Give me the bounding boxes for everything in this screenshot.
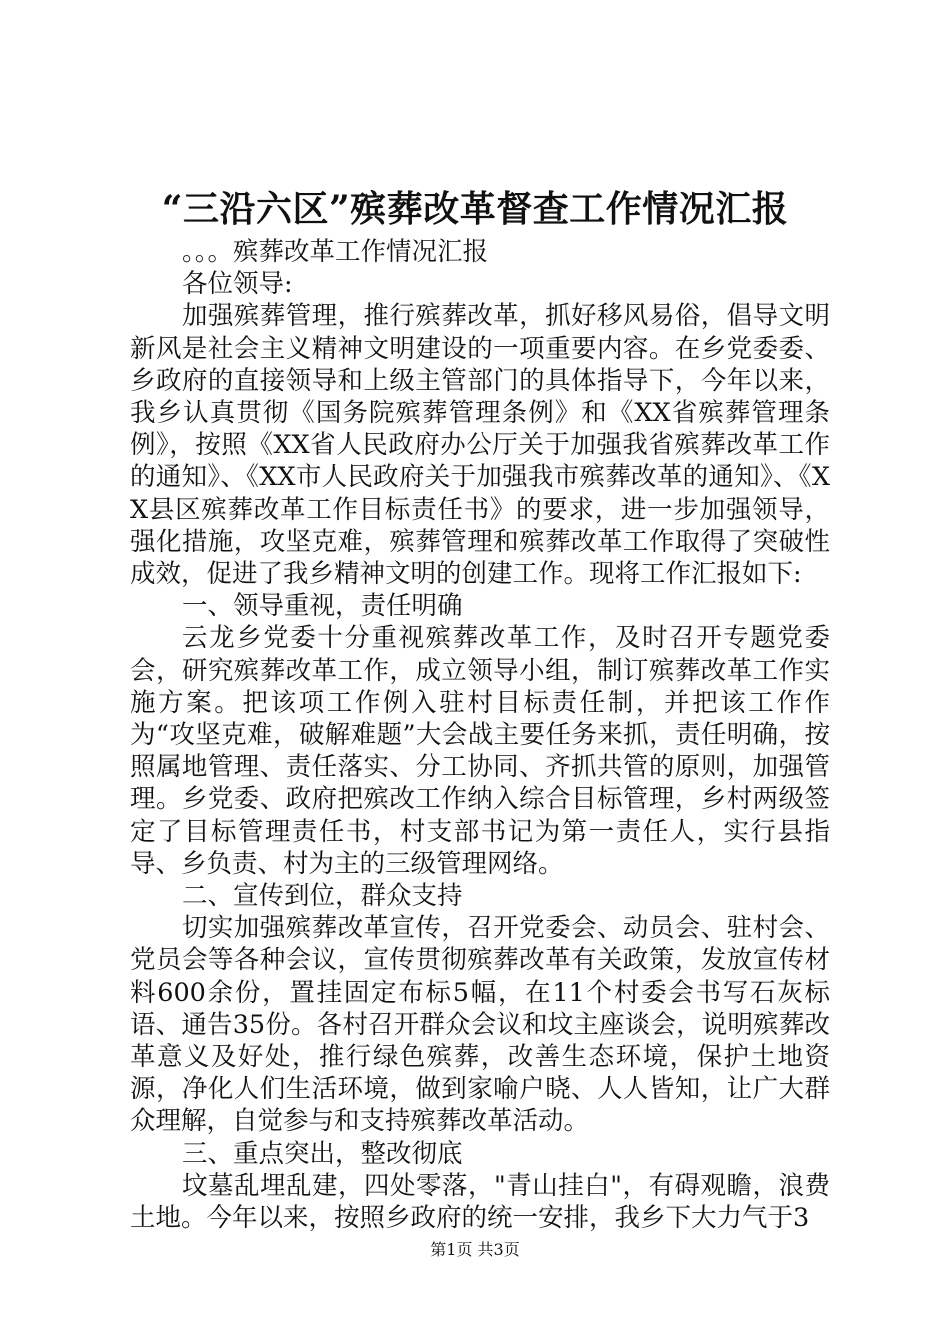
page-number-footer: 第1页 共3页 [430,1240,520,1259]
document-title: “三沿六区”殡葬改革督查工作情况汇报 [161,188,789,230]
document-body [130,236,830,1234]
section-heading-2: 二、宣传到位，群众支持 [182,881,463,912]
section-heading-1: 一、领导重视，责任明确 [182,591,463,622]
section-heading-3: 三、重点突出，整改彻底 [182,1138,463,1169]
section-paragraph-3: 坟墓乱埋乱建，四处零落，"青山挂白"，有碍观瞻，浪费土地。今年以来，按照乡政府的统一安排，我乡下大力气于3 [130,1170,830,1234]
salutation: 各位领导: [182,269,293,300]
section-paragraph-1: 云龙乡党委十分重视殡葬改革工作，及时召开专题党委会，研究殡葬改革工作，成立领导小组，制订殡葬改革工作实施方案。把该项工作例入驻村目标责任制，并把该工作作为“攻坚克难，破解难题”大会战主要任务来抓，责任明确，按照属地管理、责任落实、分工协同、齐抓共管的原则，加强管理。乡党委、政府把殡改工作纳入综合目标管理，乡村两级签定了目标管理责任书，村支部书记为第一责任人，实行县指导、乡负责、村为主的三级管理网络。 [130,623,830,879]
intro-paragraph: 加强殡葬管理，推行殡葬改革，抓好移风易俗，倡导文明新风是社会主义精神文明建设的一项重要内容。在乡党委委、乡政府的直接领导和上级主管部门的具体指导下，今年以来，我乡认真贯彻《国务院殡葬管理条例》和《XX省殡葬管理条例》，按照《XX省人民政府办公厅关于加强我省殡葬改革工作的通知》、《XX市人民政府关于加强我市殡葬改革的通知》、《XX县区殡葬改革工作目标责任书》的要求，进一步加强领导，强化措施，攻坚克难，殡葬管理和殡葬改革工作取得了突破性成效，促进了我乡精神文明的创建工作。现将工作汇报如下: [130,301,830,590]
report-subtitle: 。。。殡葬改革工作情况汇报 [182,237,489,267]
section-paragraph-2: 切实加强殡葬改革宣传，召开党委会、动员会、驻村会、党员会等各种会议，宣传贯彻殡葬改革有关政策，发放宣传材料600余份，置挂固定布标5幅，在11个村委会书写石灰标语、通告35份。各村召开群众会议和坟主座谈会，说明殡葬改革意义及好处，推行绿色殡葬，改善生态环境，保护土地资源，净化人们生活环境，做到家喻户晓、人人皆知，让广大群众理解，自觉参与和支持殡葬改革活动。 [130,913,830,1137]
